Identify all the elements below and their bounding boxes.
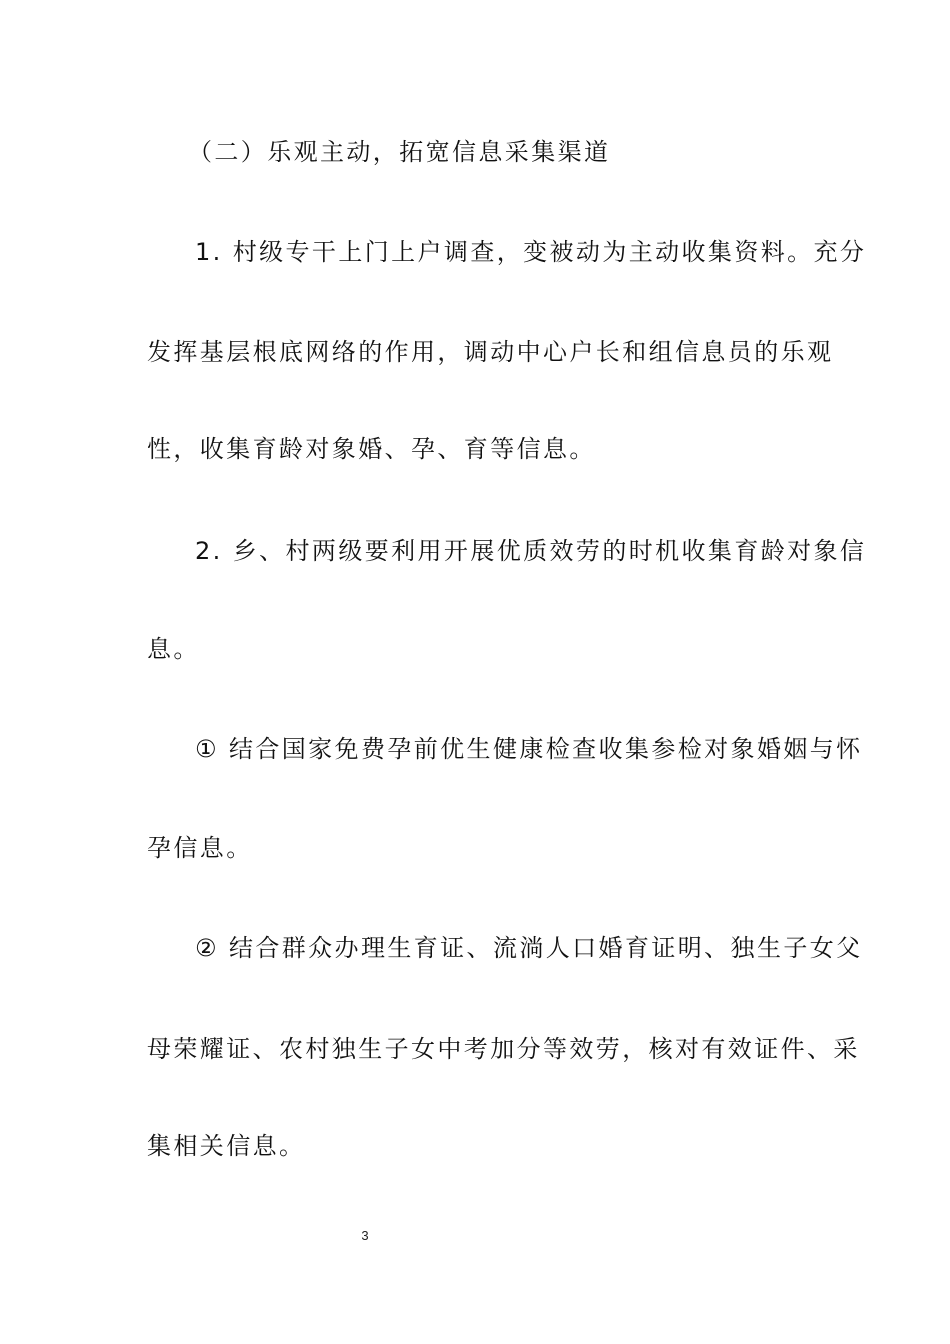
- paragraph-1-line-2: 发挥基层根底网络的作用，调动中心户长和组信息员的乐观: [147, 338, 834, 366]
- paragraph-4-line-3: 集相关信息。: [147, 1132, 306, 1160]
- paragraph-2-line-2: 息。: [147, 635, 200, 663]
- paragraph-3-line-2: 孕信息。: [147, 834, 253, 862]
- paragraph-4-line-1: ② 结合群众办理生育证、流淌人口婚育证明、独生子女父: [195, 934, 863, 962]
- paragraph-2-line-1: 2. 乡、村两级要利用开展优质效劳的时机收集育龄对象信: [195, 537, 867, 565]
- paragraph-1-line-1: 1. 村级专干上门上户调查，变被动为主动收集资料。充分: [195, 238, 867, 266]
- page-number: 3: [361, 1228, 369, 1243]
- section-heading: （二）乐观主动，拓宽信息采集渠道: [188, 138, 611, 166]
- paragraph-4-line-2: 母荣耀证、农村独生子女中考加分等效劳，核对有效证件、采: [147, 1035, 860, 1063]
- paragraph-1-line-3: 性，收集育龄对象婚、孕、育等信息。: [147, 435, 596, 463]
- paragraph-3-line-1: ① 结合国家免费孕前优生健康检查收集参检对象婚姻与怀: [195, 735, 863, 763]
